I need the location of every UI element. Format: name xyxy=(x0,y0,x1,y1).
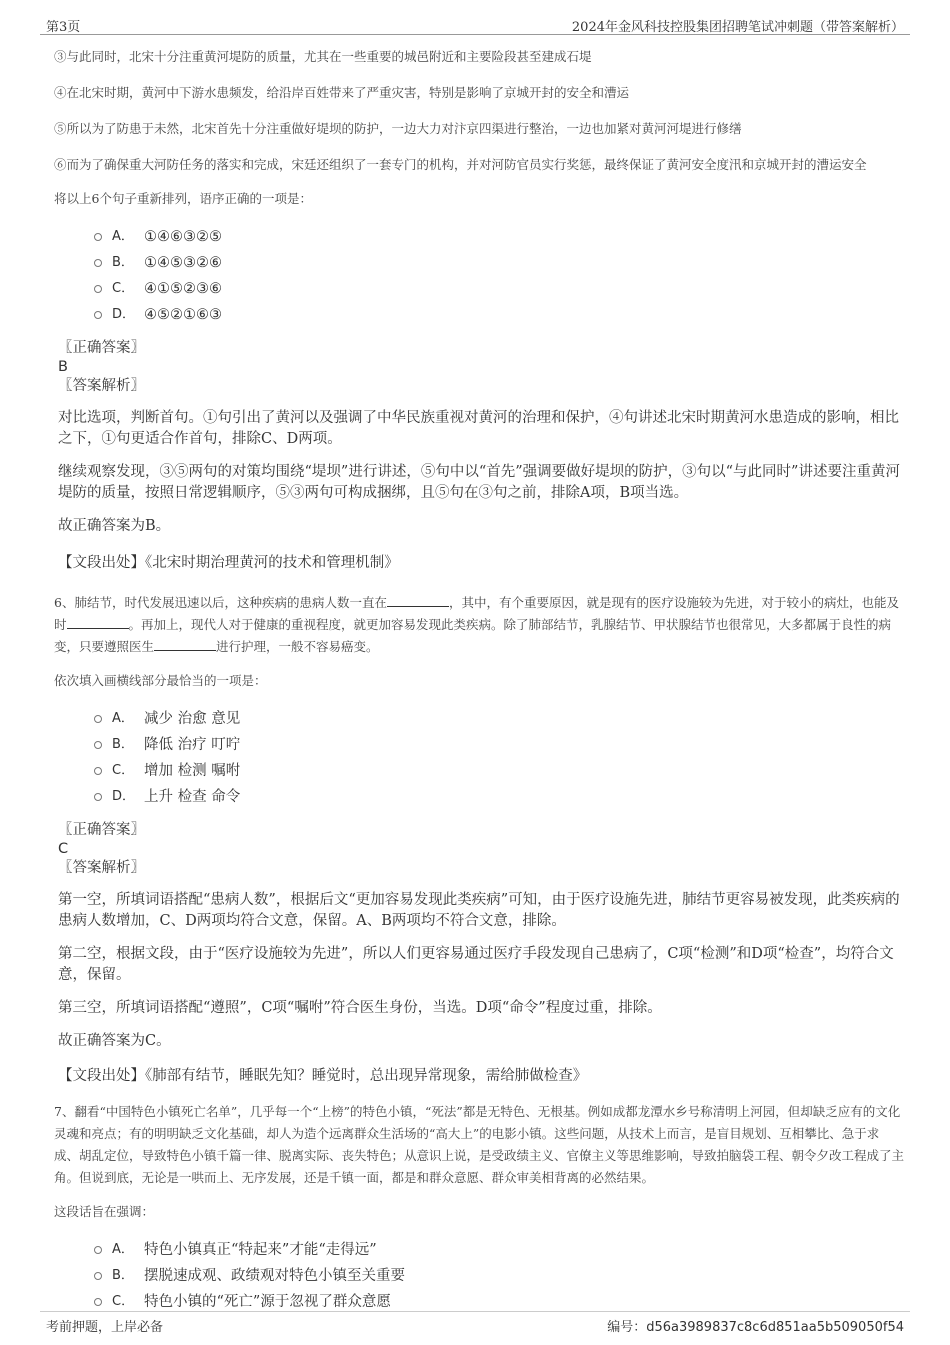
page-number: 第3页 xyxy=(46,20,81,35)
question-prompt: 依次填入画横线部分最恰当的一项是： xyxy=(54,673,267,688)
answer-tag: 〖正确答案〗 xyxy=(58,822,145,838)
radio-icon[interactable] xyxy=(94,767,102,775)
radio-icon[interactable] xyxy=(94,1272,102,1280)
document-title: 2024年金风科技控股集团招聘笔试冲刺题（带答案解析） xyxy=(571,20,904,35)
passage-source: 【文段出处】《肺部有结节，睡眠先知？睡觉时，总出现异常现象，需给肺做检查》 xyxy=(58,1068,588,1084)
analysis-paragraph: 故正确答案为C。 xyxy=(58,1033,171,1049)
page-header xyxy=(40,14,910,35)
answer-value: C xyxy=(58,841,69,857)
option-c[interactable]: C． ④①⑤②③⑥ xyxy=(94,276,904,302)
fill-blank xyxy=(387,594,449,607)
sentence-5: ⑤所以为了防患于未然，北宋首先十分注重做好堤坝的防护，一边大力对汴京四渠进行整治，一边也加紧对黄河河堤进行修缮 xyxy=(54,121,742,136)
analysis-tag: 〖答案解析〗 xyxy=(58,378,145,394)
q6-options xyxy=(94,706,904,810)
question-prompt: 将以上6个句子重新排列，语序正确的一项是： xyxy=(54,191,312,206)
option-a[interactable]: A． 特色小镇真正“特起来”才能“走得远” xyxy=(94,1237,904,1263)
passage-source: 【文段出处】《北宋时期治理黄河的技术和管理机制》 xyxy=(58,555,399,571)
document-code: 编号：d56a3989837c8c6d851aa5b509050f54 xyxy=(607,1320,904,1335)
option-c[interactable]: C． 增加 检测 嘱咐 xyxy=(94,758,904,784)
sentence-6: ⑥而为了确保重大河防任务的落实和完成，宋廷还组织了一套专门的机构，并对河防官员实行奖惩，最终保证了黄河安全度汛和京城开封的漕运安全 xyxy=(54,157,867,172)
document-body xyxy=(54,44,904,1325)
sentence-3: ③与此同时，北宋十分注重黄河堤防的质量，尤其在一些重要的城邑附近和主要险段甚至建成石堤 xyxy=(54,49,592,64)
option-b[interactable]: B． 降低 治疗 叮咛 xyxy=(94,732,904,758)
question-6-text: 6、肺结节，时代发展迅速以后，这种疾病的患病人数一直在 ，其中，有个重要原因，就是现有的医疗设施较为先进，对于较小的病灶，也能及时 。再加上，现代人对于健康的重视程度，就更加容易发现此类疾病。除了肺部结节，乳腺结节、甲状腺结节也很常见，大多都属于良性的病变，只要遵照医生 进行护理，一般不容易癌变。 xyxy=(54,595,899,654)
question-7-text: 7、翻看“中国特色小镇死亡名单”，几乎每一个“上榜”的特色小镇，“死法”都是无特色、无根基。例如成都龙潭水乡号称清明上河园，但却缺乏应有的文化灵魂和亮点；有的明明缺乏文化基础，却人为造个远离群众生活场的“高大上”的电影小镇。这些问题，从技术上而言，是盲目规划、互相攀比、急于求成、胡乱定位，导致特色小镇千篇一律、脱离实际、丧失特色；从意识上说，是受政绩主义、官僚主义等思维影响，导致拍脑袋工程、朝令夕改工程成了主角。但说到底，无论是一哄而上、无序发展，还是千镇一面，都是和群众意愿、群众审美相背离的必然结果。 xyxy=(54,1104,905,1185)
q7-options xyxy=(94,1237,904,1315)
analysis-paragraph: 第三空，所填词语搭配“遵照”，C项“嘱咐”符合医生身份，当选。D项“命令”程度过重，排除。 xyxy=(58,1000,662,1016)
radio-icon[interactable] xyxy=(94,285,102,293)
radio-icon[interactable] xyxy=(94,259,102,267)
option-a[interactable]: A． ①④⑥③②⑤ xyxy=(94,224,904,250)
analysis-tag: 〖答案解析〗 xyxy=(58,860,145,876)
radio-icon[interactable] xyxy=(94,793,102,801)
analysis-paragraph: 第二空，根据文段，由于“医疗设施较为先进”，所以人们更容易通过医疗手段发现自己患病了，C项“检测”和D项“检查”，均符合文意，保留。 xyxy=(58,946,894,983)
option-a[interactable]: A． 减少 治愈 意见 xyxy=(94,706,904,732)
answer-tag: 〖正确答案〗 xyxy=(58,340,145,356)
fill-blank xyxy=(67,616,129,629)
option-d[interactable]: D． ④⑤②①⑥③ xyxy=(94,302,904,328)
radio-icon[interactable] xyxy=(94,741,102,749)
footer-slogan: 考前押题，上岸必备 xyxy=(46,1320,164,1335)
option-b[interactable]: B． 摆脱速成观、政绩观对特色小镇至关重要 xyxy=(94,1263,904,1289)
question-prompt: 这段话旨在强调： xyxy=(54,1204,155,1219)
sentence-4: ④在北宋时期，黄河中下游水患频发，给沿岸百姓带来了严重灾害，特别是影响了京城开封的安全和漕运 xyxy=(54,85,630,100)
option-c[interactable]: C． 特色小镇的“死亡”源于忽视了群众意愿 xyxy=(94,1289,904,1315)
analysis-paragraph: 对比选项，判断首句。①句引出了黄河以及强调了中华民族重视对黄河的治理和保护，④句讲述北宋时期黄河水患造成的影响，相比之下，①句更适合作首句，排除C、D两项。 xyxy=(58,410,899,447)
option-d[interactable]: D． 上升 检查 命令 xyxy=(94,784,904,810)
analysis-paragraph: 第一空，所填词语搭配“患病人数”，根据后文“更加容易发现此类疾病”可知，由于医疗设施先进，肺结节更容易被发现，此类疾病的患病人数增加，C、D两项均符合文意，保留。A、B两项均不符合文意，排除。 xyxy=(58,892,900,929)
radio-icon[interactable] xyxy=(94,1298,102,1306)
page-footer xyxy=(40,1311,910,1334)
q5-options xyxy=(94,224,904,328)
radio-icon[interactable] xyxy=(94,311,102,319)
radio-icon[interactable] xyxy=(94,715,102,723)
radio-icon[interactable] xyxy=(94,233,102,241)
analysis-paragraph: 继续观察发现，③⑤两句的对策均围绕“堤坝”进行讲述，⑤句中以“首先”强调要做好堤坝的防护，③句以“与此同时”讲述要注重黄河堤防的质量，按照日常逻辑顺序，⑤③两句可构成捆绑，且⑤句在③句之前，排除A项，B项当选。 xyxy=(58,464,900,501)
radio-icon[interactable] xyxy=(94,1246,102,1254)
answer-value: B xyxy=(58,359,68,375)
option-b[interactable]: B． ①④⑤③②⑥ xyxy=(94,250,904,276)
analysis-paragraph: 故正确答案为B。 xyxy=(58,518,171,534)
fill-blank xyxy=(154,638,216,651)
